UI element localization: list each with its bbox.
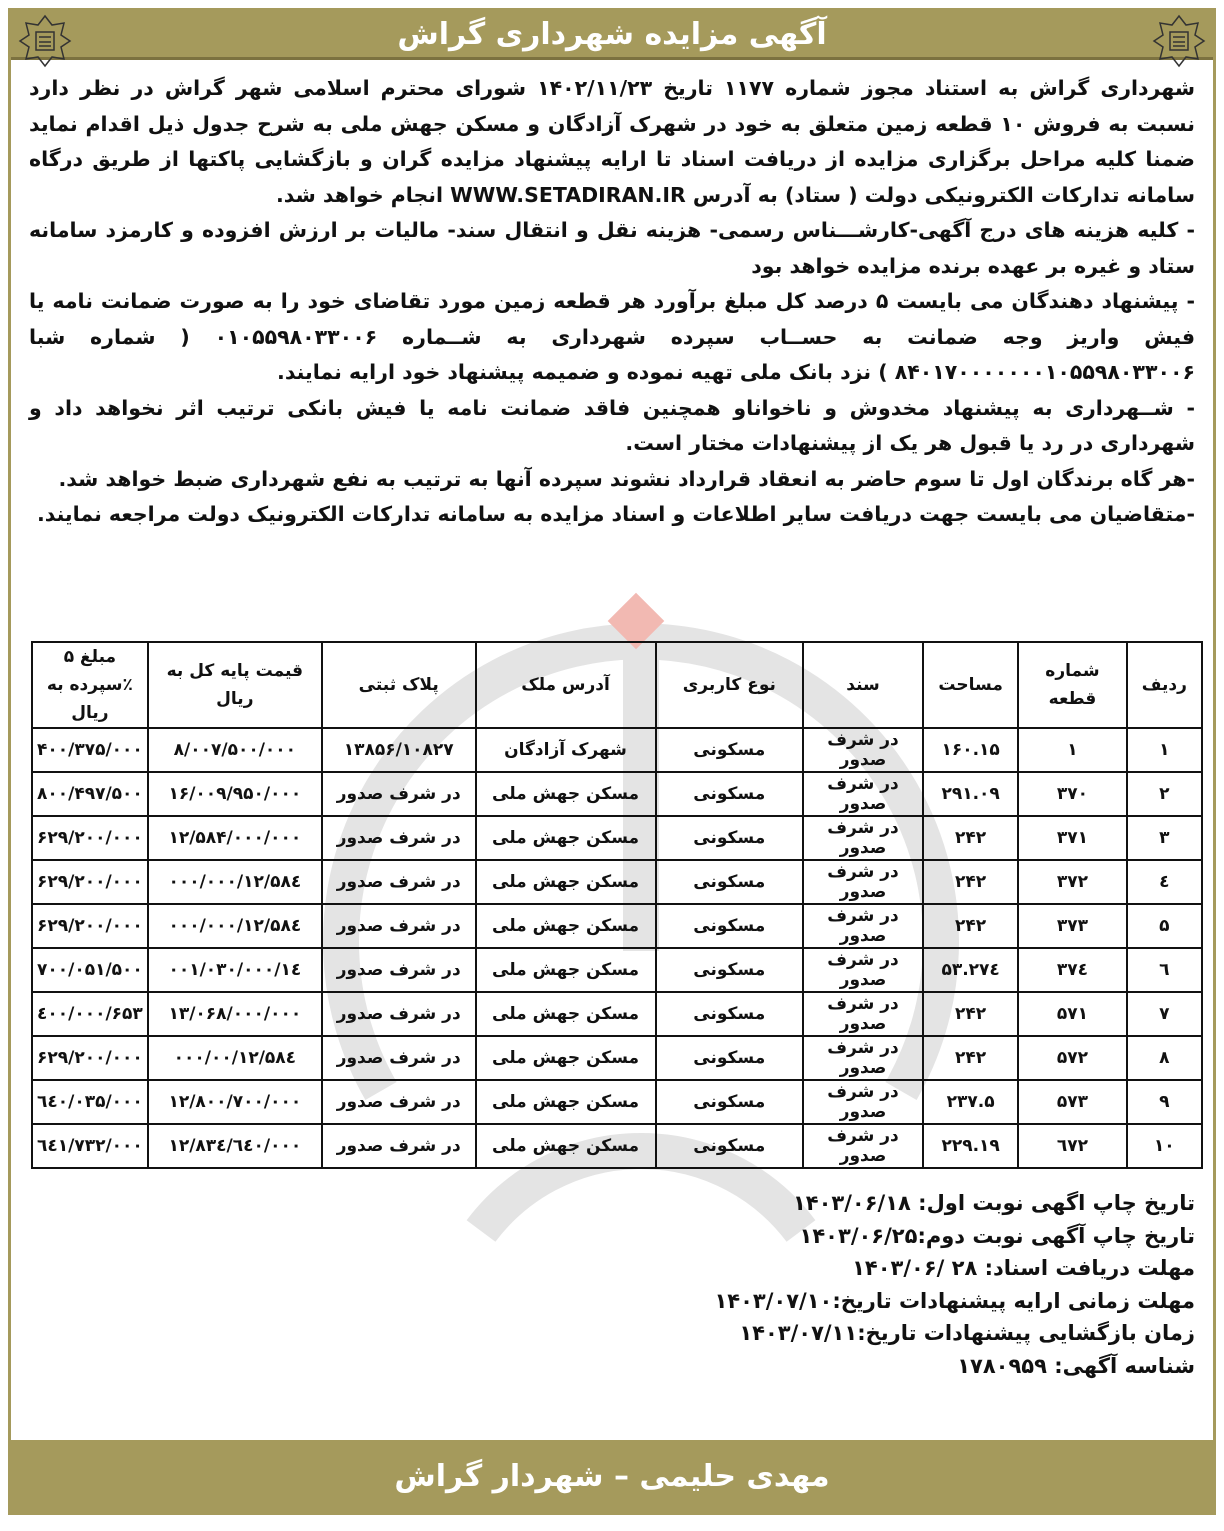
table-cell: ۳۷۳ (1018, 904, 1126, 948)
municipality-emblem-icon (17, 13, 73, 69)
table-cell: ۷ (1127, 992, 1202, 1036)
table-cell: مسکن جهش ملی (476, 860, 656, 904)
column-header: مبلغ ۵ ٪سپرده به ریال (32, 642, 148, 728)
table-cell: ۹ (1127, 1080, 1202, 1124)
table-row (32, 728, 1202, 772)
table-cell: در شرف صدور (803, 1080, 923, 1124)
table-row (32, 1036, 1202, 1080)
paragraph: -متقاضیان می بایست جهت دریافت سایر اطلاعات و اسناد مزایده به سامانه تدارکات الکترونیک دولت مراجعه نمایند. (36, 502, 1195, 526)
table-header-row (32, 642, 1202, 728)
table-cell: مسکن جهش ملی (476, 948, 656, 992)
table-cell: مسکن جهش ملی (476, 992, 656, 1036)
column-header: پلاک ثبتی (322, 642, 476, 728)
table-cell: ۶۲۹/۲۰۰/۰۰۰ (32, 816, 148, 860)
table-cell: در شرف صدور (803, 904, 923, 948)
table-cell: ۲۴۲ (923, 992, 1018, 1036)
table-cell: در شرف صدور (322, 992, 476, 1036)
table-cell: ۱۳/۰۶۸/۰۰۰/۰۰۰ (148, 992, 322, 1036)
table-cell: مسکن جهش ملی (476, 1124, 656, 1168)
table-cell: ۱۲/۸۳٤/٦٤۰/۰۰۰ (148, 1124, 322, 1168)
table-cell: در شرف صدور (322, 904, 476, 948)
table-cell: مسکونی (656, 728, 804, 772)
table-cell: ۸۰۰/۴۹۷/۵۰۰ (32, 772, 148, 816)
table-cell: ۶۲۹/۲۰۰/۰۰۰ (32, 860, 148, 904)
table-cell: ۶۲۹/۲۰۰/۰۰۰ (32, 1036, 148, 1080)
table-cell: ۲۷٤.۵۳ (923, 948, 1018, 992)
table-cell: ۲۹۱.۰۹ (923, 772, 1018, 816)
opening-date: زمان بازگشایی پیشنهادات تاریخ:۱۴۰۳/۰۷/۱۱ (739, 1321, 1195, 1345)
table-cell: شهرک آزادگان (476, 728, 656, 772)
table-cell: ٦ (1127, 948, 1202, 992)
table-cell: در شرف صدور (803, 860, 923, 904)
table-cell: ۱۰ (1127, 1124, 1202, 1168)
table-cell: در شرف صدور (322, 1124, 476, 1168)
announcement-body (29, 71, 1195, 533)
table-cell: ٤ (1127, 860, 1202, 904)
table-cell: ۳ (1127, 816, 1202, 860)
table-cell: مسکونی (656, 904, 804, 948)
paragraph: -هر گاه برندگان اول تا سوم حاضر به انعقاد قرارداد نشوند سپرده آنها به ترتیب به نفع شهرداری ضبط خواهد شد. (58, 466, 1195, 491)
table-row (32, 904, 1202, 948)
table-row (32, 992, 1202, 1036)
table-cell: ۳۷۱ (1018, 816, 1126, 860)
table-cell: ۲۴۲ (923, 816, 1018, 860)
document-deadline: مهلت دریافت اسناد: ۲۸ /۱۴۰۳/۰۶ (852, 1256, 1195, 1280)
table-cell: مسکونی (656, 860, 804, 904)
table-row (32, 772, 1202, 816)
table-cell: ۱٤/۰۰۱/۰۳۰/۰۰۰ (148, 948, 322, 992)
table-cell: ۱۶/۰۰۹/۹۵۰/۰۰۰ (148, 772, 322, 816)
table-cell: ۲۴۲ (923, 860, 1018, 904)
signature-banner (11, 1440, 1213, 1512)
page-title: آگهی مزایده شهرداری گراش (397, 16, 827, 52)
table-cell: مسکونی (656, 1036, 804, 1080)
table-cell: در شرف صدور (803, 1036, 923, 1080)
table-cell: ۱۶۰.۱۵ (923, 728, 1018, 772)
table-cell: در شرف صدور (803, 948, 923, 992)
table-cell: در شرف صدور (803, 816, 923, 860)
table-cell: ۵۷۲ (1018, 1036, 1126, 1080)
table-cell: ۵۷۱ (1018, 992, 1126, 1036)
table-cell: مسکونی (656, 1080, 804, 1124)
table-cell: ۸ (1127, 1036, 1202, 1080)
table-cell: ٦۷۲ (1018, 1124, 1126, 1168)
table-cell: ۲۴۲ (923, 1036, 1018, 1080)
table-cell: ۱۲/۵۸۴/۰۰۰/۰۰۰ (148, 816, 322, 860)
signature-text: مهدی حلیمی – شهردار گراش (394, 1458, 830, 1494)
table-cell: مسکن جهش ملی (476, 1080, 656, 1124)
table-cell: ۳۷۰ (1018, 772, 1126, 816)
table-cell: ۱۲/۵۸٤/۰۰۰/۰۰۰ (148, 904, 322, 948)
table-cell: در شرف صدور (322, 948, 476, 992)
table-cell: ۱ (1127, 728, 1202, 772)
proposal-deadline: مهلت زمانی ارایه پیشنهادات تاریخ:۱۴۰۳/۰۷/۱۰ (714, 1288, 1195, 1313)
second-print-date: تاریخ چاپ آگهی نوبت دوم:۱۴۰۳/۰۶/۲۵ (799, 1223, 1195, 1248)
table-cell: ۲ (1127, 772, 1202, 816)
table-cell: ۱۲/۵۸٤/۰۰۰/۰۰ (148, 1036, 322, 1080)
table-cell: ۲۴۲ (923, 904, 1018, 948)
column-header: نوع کاربری (656, 642, 804, 728)
table-cell: در شرف صدور (803, 1124, 923, 1168)
column-header: سند (803, 642, 923, 728)
table-cell: مسکونی (656, 772, 804, 816)
table-row (32, 1080, 1202, 1124)
table-cell: مسکن جهش ملی (476, 816, 656, 860)
table-cell: ۳۷۲ (1018, 860, 1126, 904)
table-cell: ۱ (1018, 728, 1126, 772)
table-cell: مسکونی (656, 816, 804, 860)
table-body (32, 728, 1202, 1168)
table-cell: در شرف صدور (322, 1036, 476, 1080)
table-cell: ٦٤۰/۰۳۵/۰۰۰ (32, 1080, 148, 1124)
table-cell: ۱۲/۸۰۰/۷۰۰/۰۰۰ (148, 1080, 322, 1124)
table-cell: مسکونی (656, 948, 804, 992)
table-cell: مسکونی (656, 1124, 804, 1168)
advertisement-page (8, 8, 1216, 1515)
table-cell: در شرف صدور (322, 772, 476, 816)
ad-id: شناسه آگهی: ۱۷۸۰۹۵۹ (957, 1353, 1195, 1378)
table-cell: مسکونی (656, 992, 804, 1036)
table-cell: ۷۰۰/۰۵۱/۵۰۰ (32, 948, 148, 992)
table-cell: در شرف صدور (803, 992, 923, 1036)
paragraph: - شــهرداری به پیشنهاد مخدوش و ناخواناو همچنین فاقد ضمانت نامه یا فیش بانکی ترتیب اثر نخواهد داد و شهرداری در رد یا قبول هر یک از پیشنهادات مختار است. (29, 395, 1195, 455)
table-cell: ۱۲/۵۸٤/۰۰۰/۰۰۰ (148, 860, 322, 904)
table-cell: ۲۲۹.۱۹ (923, 1124, 1018, 1168)
dates-section (714, 1187, 1195, 1382)
table-cell: ۵۷۳ (1018, 1080, 1126, 1124)
paragraph: - پیشنهاد دهندگان می بایست ۵ درصد کل مبلغ برآورد هر قطعه زمین مورد تقاضای خود را به صورت ضمانت نامه یا فیش واریز وجه ضمانت به حســاب سپرده شهرداری به شــماره ۰۱۰۵۵۹۸۰۳۳۰۰۶ ( شماره شبا ۸۴۰۱۷۰۰۰۰۰۰۰۱۰۵۵۹۸۰۳۳۰۰۶ ) نزد بانک ملی تهیه نموده و ضمیمه پیشنهاد خود ارایه نمایند. (29, 289, 1196, 384)
column-header: آدرس ملک (476, 642, 656, 728)
column-header: مساحت (923, 642, 1018, 728)
header-banner (11, 11, 1213, 60)
table-cell: ۳۷٤ (1018, 948, 1126, 992)
table-cell: مسکن جهش ملی (476, 772, 656, 816)
table-cell: ۴۰۰/۳۷۵/۰۰۰ (32, 728, 148, 772)
table-row (32, 860, 1202, 904)
table-cell: ۱۳۸۵۶/۱۰۸۲۷ (322, 728, 476, 772)
table-cell: در شرف صدور (803, 772, 923, 816)
land-parcels-table (31, 641, 1203, 1169)
column-header: شماره قطعه (1018, 642, 1126, 728)
table-cell: در شرف صدور (803, 728, 923, 772)
table-cell: ۵ (1127, 904, 1202, 948)
paragraph: - کلیه هزینه های درج آگهی-کارشـــناس رسمی- هزینه نقل و انتقال سند- مالیات بر ارزش افزوده و کارمزد سامانه ستاد و غیره بر عهده برنده مزایده خواهد بود (29, 218, 1195, 278)
table-cell: ۸/۰۰۷/۵۰۰/۰۰۰ (148, 728, 322, 772)
table-cell: ٦٤۱/۷۳۲/۰۰۰ (32, 1124, 148, 1168)
table-cell: ۶۵۳/٤۰۰/۰۰۰ (32, 992, 148, 1036)
table-cell: در شرف صدور (322, 1080, 476, 1124)
table-row (32, 816, 1202, 860)
paragraph: شهرداری گراش به استناد مجوز شماره ۱۱۷۷ تاریخ ۱۴۰۲/۱۱/۲۳ شورای محترم اسلامی شهر گراش در نظر دارد نسبت به فروش ۱۰ قطعه زمین متعلق به خود در شهرک آزادگان و مسکن جهش ملی به شرح جدول ذیل اقدام نماید ضمنا کلیه مراحل برگزاری مزایده از دریافت اسناد تا ارایه پیشنهاد مزایده گران و بازگشایی پاکتها از طریق درگاه سامانه تدارکات الکترونیکی دولت ( ستاد) به آدرس WWW.SETADIRAN.IR انجام خواهد شد. (29, 76, 1195, 207)
first-print-date: تاریخ چاپ اگهی نوبت اول: ۱۴۰۳/۰۶/۱۸ (792, 1191, 1195, 1215)
table-cell: ۶۲۹/۲۰۰/۰۰۰ (32, 904, 148, 948)
table-cell: ۲۳۷.۵ (923, 1080, 1018, 1124)
table-cell: در شرف صدور (322, 816, 476, 860)
table-row (32, 948, 1202, 992)
municipality-emblem-icon (1151, 13, 1207, 69)
table-cell: در شرف صدور (322, 860, 476, 904)
table-cell: مسکن جهش ملی (476, 904, 656, 948)
table-cell: مسکن جهش ملی (476, 1036, 656, 1080)
column-header: ردیف (1127, 642, 1202, 728)
column-header: قیمت پایه کل به ریال (148, 642, 322, 728)
table-row (32, 1124, 1202, 1168)
